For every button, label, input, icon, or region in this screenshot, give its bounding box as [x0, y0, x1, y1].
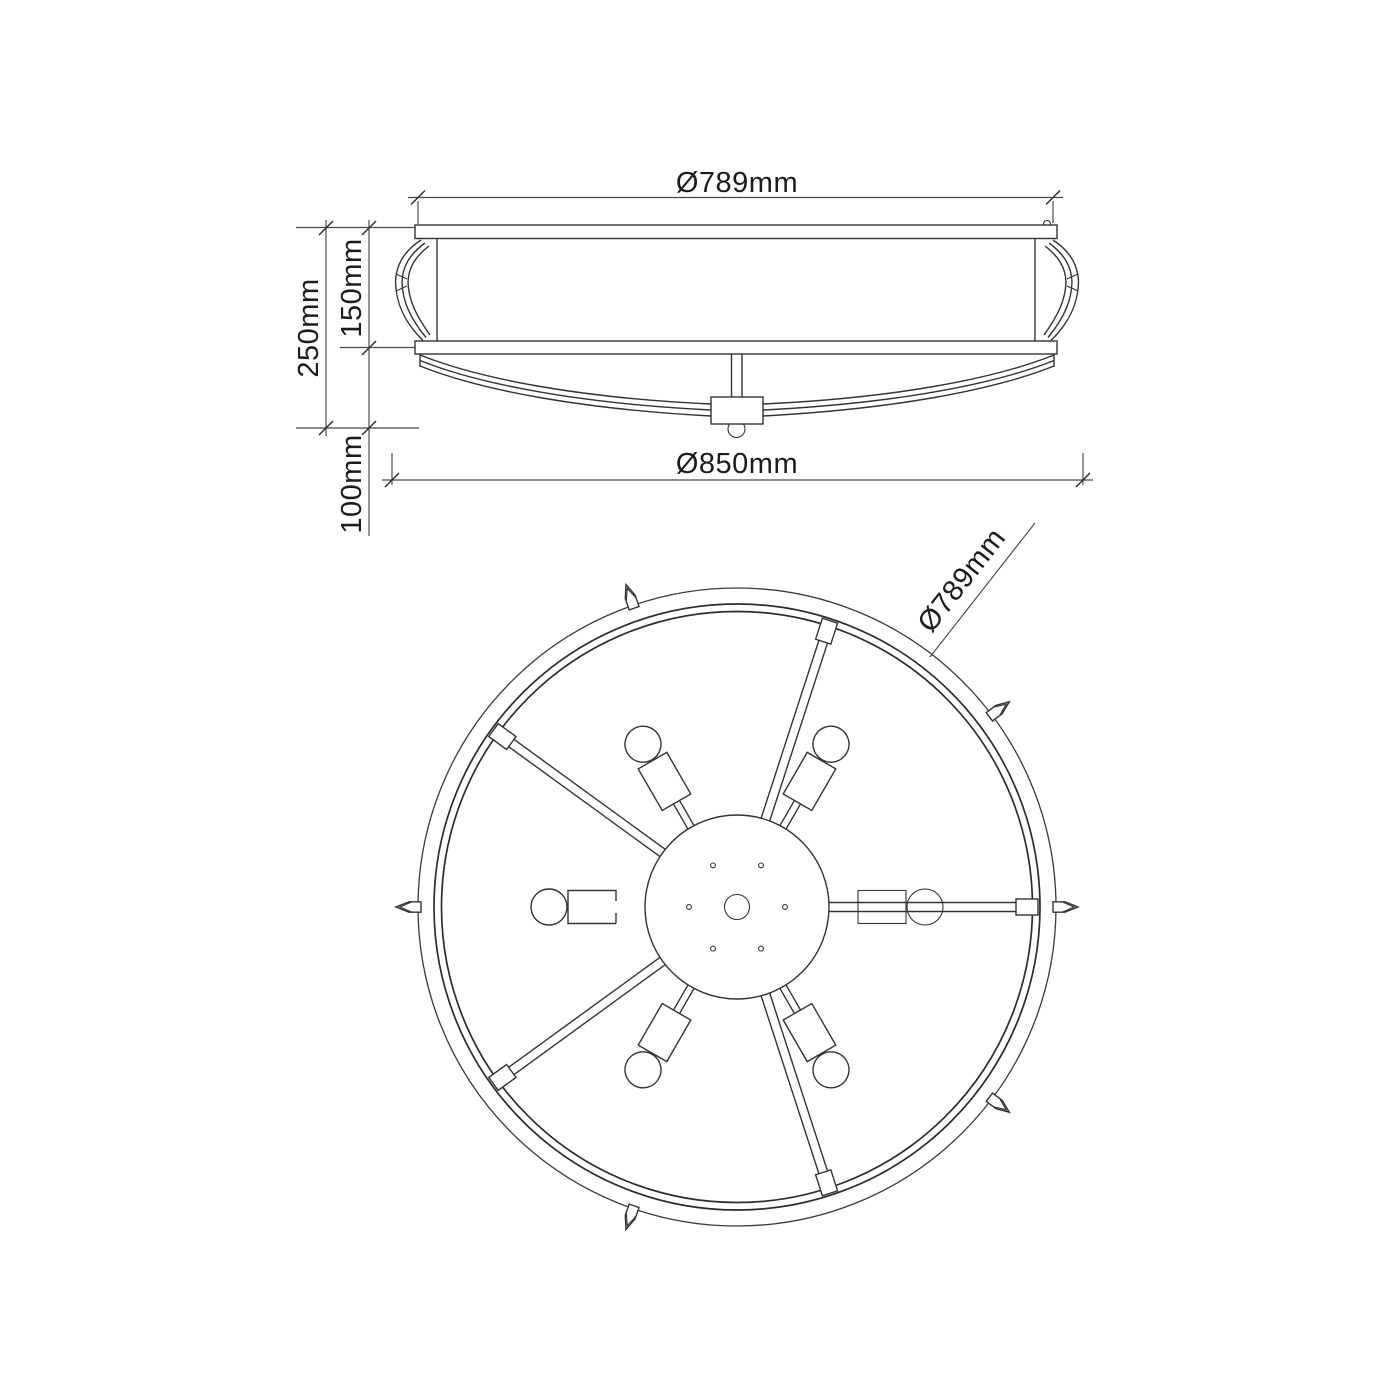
- mounting-tab: [621, 1204, 639, 1231]
- dimension-overall-height: [293, 220, 333, 436]
- left-end-cap: [396, 240, 431, 341]
- fixture-side-elevation: [396, 221, 1079, 438]
- shade-top-band: [415, 225, 1057, 239]
- mounting-arm-right: [763, 354, 1054, 416]
- shade-bottom-band: [415, 341, 1057, 354]
- lamp-holder: [858, 889, 943, 925]
- lamp-holder: [531, 889, 616, 925]
- dimension-overall-diameter: [382, 448, 1093, 487]
- center-canopy-block: [711, 397, 763, 424]
- dim-label-base-height: 100mm: [336, 434, 368, 534]
- lamp-holder: [618, 978, 706, 1095]
- mounting-tab: [1053, 902, 1078, 912]
- plan-view: [396, 522, 1078, 1231]
- dimension-shade-and-base-height: [336, 220, 376, 536]
- mounting-tab: [986, 1093, 1012, 1116]
- mounting-tab: [396, 902, 421, 912]
- right-end-cap: [1044, 240, 1079, 341]
- lamp-socket: [858, 891, 906, 924]
- spoke-foot: [816, 618, 838, 644]
- side-view: [293, 167, 1093, 536]
- plan-dimension-shade-diameter: [912, 522, 1035, 657]
- dimension-top-diameter: [408, 167, 1063, 205]
- spoke-foot: [816, 1170, 838, 1196]
- bulb-outline: [531, 889, 567, 925]
- mounting-plate-disc: [645, 815, 829, 999]
- dim-label-shade-height: 150mm: [336, 238, 368, 338]
- spoke-foot: [1016, 899, 1038, 915]
- dim-label-overall-diameter: Ø850mm: [675, 448, 799, 480]
- mounting-arm-left: [420, 354, 711, 416]
- lamp-holder: [618, 720, 706, 837]
- mounting-tab: [986, 698, 1012, 721]
- lamp-holder: [767, 720, 855, 837]
- bulb-outline: [907, 889, 943, 925]
- mounting-tab: [621, 583, 639, 610]
- support-spoke: [829, 899, 1038, 915]
- dim-label-overall-height: 250mm: [293, 278, 325, 378]
- lamp-holder: [767, 978, 855, 1095]
- dim-label-plan-shade-diameter: Ø789mm: [911, 522, 1013, 639]
- mounting-plate: [645, 815, 829, 999]
- dim-label-top-diameter: Ø789mm: [675, 167, 799, 199]
